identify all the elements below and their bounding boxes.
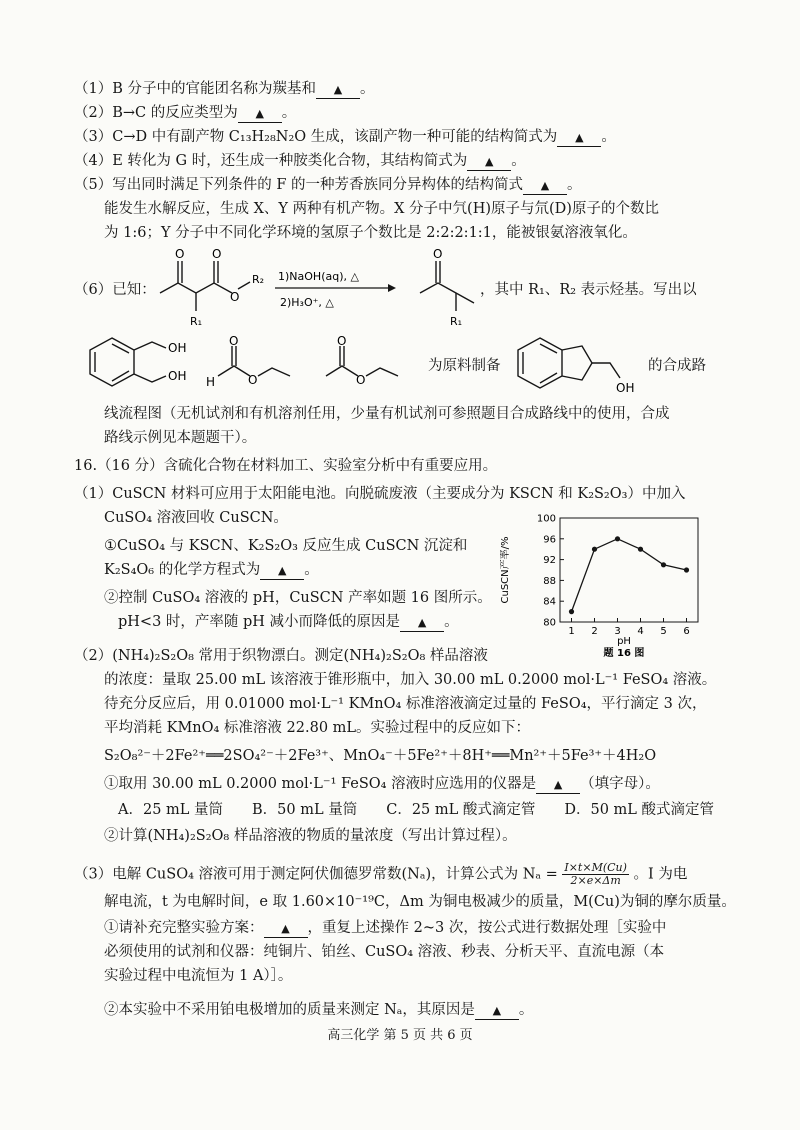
answer-blank[interactable]: ▲ [475,1002,519,1020]
product-r1-label: R₁ [450,315,463,328]
r2-label: R₂ [252,273,265,286]
data-point [615,536,620,541]
chart-ylabel: CuSCN产率/% [500,536,511,604]
chart-frame [560,518,698,622]
q15-part6-mid: 为原料制备 [428,358,501,374]
x-tick-label: 5 [660,626,667,637]
q16-part3a: （3）电解 CuSO₄ 溶液可用于测定阿伏伽德罗常数(Nₐ)，计算公式为 Nₐ = $\frac{I\times t\times M(Cu)}{2\times e\times\Delta m}$ 。I 为电 [74,861,688,887]
answer-blank[interactable]: ▲ [238,105,282,123]
formate-carbonyl-o: O [229,336,239,348]
q15-part5: （5）写出同时满足下列条件的 F 的一种芳香族同分异构体的结构简式 ▲ 。 [74,177,582,193]
x-tick-label: 1 [568,626,575,637]
y-tick-label: 100 [536,513,556,525]
q15-part5-cond-a: 能发生水解反应，生成 X、Y 两种有机产物。X 分子中氕(H)原子与氘(D)原子的个数比 [104,201,659,217]
answer-blank[interactable]: ▲ [316,81,360,99]
q16-part1c: ①CuSO₄ 与 KSCN、K₂S₂O₃ 反应生成 CuSCN 沉淀和 [104,538,468,554]
condition-1: 1)NaOH(aq), △ [278,270,359,283]
acetate-ether-o: O [356,373,366,387]
y-tick-label: 92 [543,555,556,567]
q15-part2: （2）B→C 的反应类型为 ▲ 。 [74,105,297,121]
answer-blank[interactable]: ▲ [557,129,601,147]
q16-part2f: ①取用 30.00 mL 0.2000 mol·L⁻¹ FeSO₄ 溶液时应选用的仪器是 ▲ （填字母）。 [104,776,660,792]
page-footer: 高三化学 第 5 页 共 6 页 [327,1028,473,1043]
answer-blank[interactable]: ▲ [536,776,580,794]
q16-part1e: ②控制 CuSO₄ 溶液的 pH，CuSCN 产率如题 16 图所示。 [104,590,492,606]
answer-blank[interactable]: ▲ [400,614,444,632]
q16-part3e: 实验过程中电流恒为 1 A）］。 [104,968,293,984]
q15-part6-mid2: 的合成路 [648,358,706,374]
indane-oh-label: OH [616,381,635,395]
ethyl-acetate-structure [312,336,422,394]
chart-xlabel: pH [617,636,631,647]
data-point [661,562,666,567]
r1-label: R₁ [190,315,203,328]
q16-part2a: （2）(NH₄)₂S₂O₈ 常用于织物漂白。测定(NH₄)₂S₂O₈ 样品溶液 [74,648,488,664]
q16-part1b: CuSO₄ 溶液回收 CuSCN。 [104,510,288,526]
q15-part4: （4）E 转化为 G 时，还生成一种胺类化合物，其结构简式为 ▲ 。 [74,153,526,169]
yield-series-line [572,539,687,612]
data-point [569,609,574,614]
q16-part2d: 平均消耗 KMnO₄ 标准溶液 22.80 mL。实验过程中的反应如下： [104,720,531,736]
indane-methanol-structure [512,332,642,398]
product-o-label: O [433,247,443,261]
data-point [638,547,643,552]
ethyl-formate-structure [200,336,310,394]
avogadro-formula: $\frac{I\times t\times M(Cu)}{2\times e\times\Delta m}$ [564,861,627,887]
condition-2: 2)H₃O⁺, △ [280,296,334,309]
ester-o-label: O [212,247,222,261]
q15-part6-label: （6）已知： [74,282,156,298]
benzenedimethanol-structure [82,330,202,398]
q16-part2h: ②计算(NH₄)₂S₂O₈ 样品溶液的物质的量浓度（写出计算过程）。 [104,828,517,844]
q15-part6-c: 线流程图（无机试剂和有机溶剂任用，少量有机试剂可参照题目合成路线中的使用，合成 [104,406,670,422]
y-tick-label: 88 [543,575,556,587]
x-tick-label: 4 [637,626,644,637]
y-tick-label: 84 [543,596,556,608]
q15-part5-cond-b: 为 1:6；Y 分子中不同化学环境的氢原子个数比是 2:2:2:1:1，能被银氨溶液氧化。 [104,225,637,241]
q16-part3c: ①请补充完整实验方案： ▲ ，重复上述操作 2~3 次，按公式进行数据处理［实验中 [104,920,667,936]
q16-part2-options: A．25 mL 量筒 B．50 mL 量筒 C．25 mL 酸式滴定管 D．50 mL 酸式滴定管 [118,802,715,818]
answer-blank[interactable]: ▲ [467,153,511,171]
chart-axes [537,514,698,638]
answer-blank[interactable]: ▲ [264,920,308,938]
acetate-carbonyl-o: O [337,336,347,348]
answer-blank[interactable]: ▲ [260,562,304,580]
q16-equations: S₂O₈²⁻＋2Fe²⁺══2SO₄²⁻＋2Fe³⁺、MnO₄⁻＋5Fe²⁺＋8H⁺══Mn²⁺＋5Fe³⁺＋4H₂O [104,748,657,764]
q16-part1f: pH<3 时，产率随 pH 减小而降低的原因是 ▲ 。 [118,614,459,630]
oh-label-1: OH [168,341,187,355]
q16-head: 16.（16 分）含硫化合物在材料加工、实验室分析中有重要应用。 [74,458,498,474]
q15-part3: （3）C→D 中有副产物 C₁₃H₂₈N₂O 生成，该副产物一种可能的结构简式为 ▲ 。 [74,129,616,145]
product-ketone-structure [410,245,490,337]
oh-label-2: OH [168,369,187,383]
formate-ether-o: O [248,373,258,387]
q16-part3d: 必须使用的试剂和仪器：纯铜片、铂丝、CuSO₄ 溶液、秒表、分析天平、直流电源（本 [104,944,665,960]
q15-part6-tail: ，其中 R₁、R₂ 表示烃基。写出以 [480,282,697,298]
known-reaction-scheme [150,245,443,337]
q16-part2c: 待充分反应后，用 0.01000 mol·L⁻¹ KMnO₄ 标准溶液滴定过量的 FeSO₄，平行滴定 3 次， [104,696,707,712]
data-point [684,567,689,572]
y-tick-label: 80 [543,617,556,629]
x-tick-label: 2 [591,626,598,637]
x-tick-label: 3 [614,626,621,637]
q16-part3b: 解电流，t 为电解时间，e 取 1.60×10⁻¹⁹C，Δm 为铜电极减少的质量，M(Cu)为铜的摩尔质量。 [104,894,736,910]
chart-title: 题 16 图 [603,648,645,658]
ether-o-label: O [230,290,240,304]
y-tick-label: 96 [543,534,556,546]
answer-blank[interactable]: ▲ [523,177,567,195]
cuscn-yield-chart [500,508,710,658]
q16-part3f: ②本实验中不采用铂电极增加的质量来测定 Nₐ，其原因是 ▲ 。 [104,1002,534,1018]
carbonyl-o-label: O [175,247,185,261]
x-tick-label: 6 [683,626,690,637]
data-point [592,547,597,552]
chart-marks [569,536,689,614]
q15-part1: （1）B 分子中的官能团名称为羰基和 ▲ 。 [74,81,375,97]
formyl-h-label: H [206,375,216,389]
q15-part6-d: 路线示例见本题题干）。 [104,430,257,446]
q16-part1a: （1）CuSCN 材料可应用于太阳能电池。向脱硫废液（主要成分为 KSCN 和 K₂S₂O₃）中加入 [74,486,686,502]
q16-part2b: 的浓度：量取 25.00 mL 该溶液于锥形瓶中，加入 30.00 mL 0.2000 mol·L⁻¹ FeSO₄ 溶液。 [104,672,717,688]
q16-part1d: K₂S₄O₆ 的化学方程式为 ▲ 。 [104,562,319,578]
